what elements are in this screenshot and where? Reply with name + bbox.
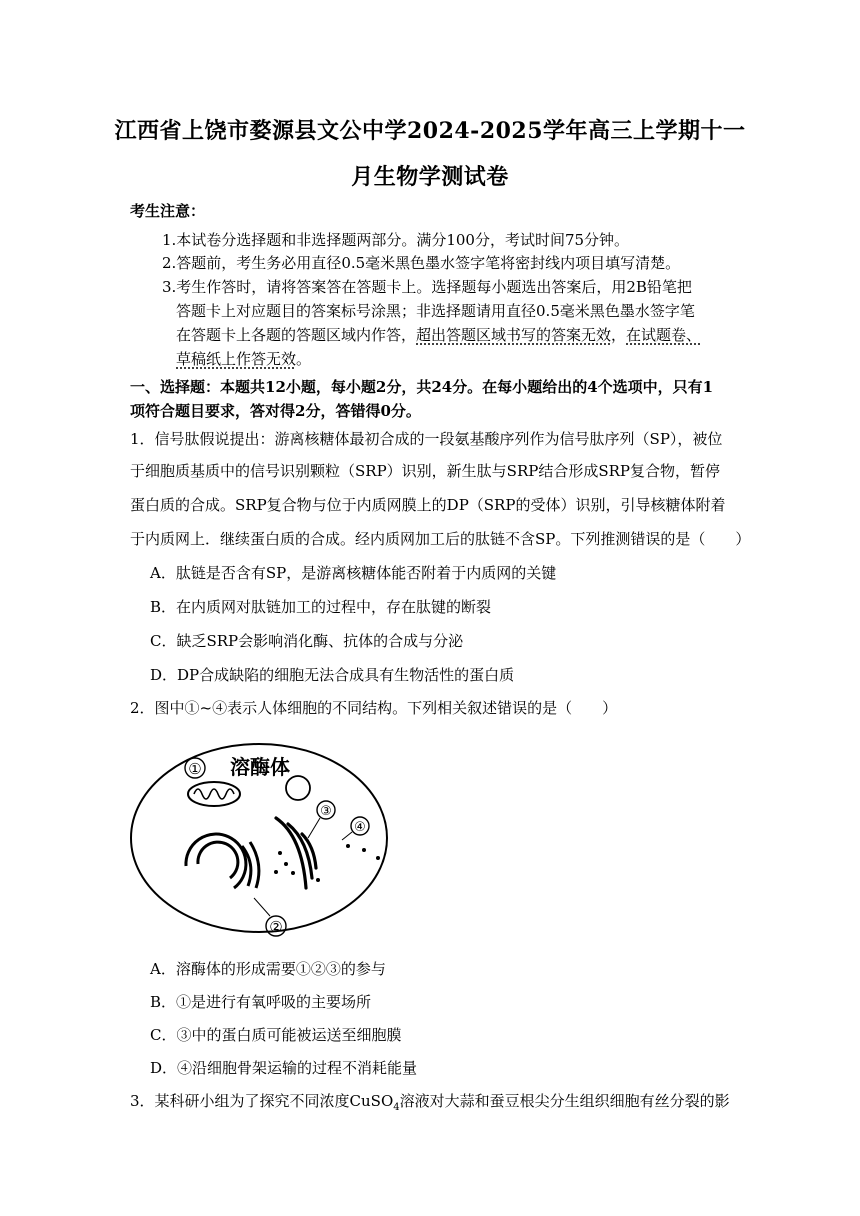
q1-stem-line1: 1．信号肽假说提出：游离核糖体最初合成的一段氨基酸序列作为信号肽序列（SP），被位 (130, 430, 723, 448)
notice-item-3-line2: 答题卡上对应题目的答案标号涂黑；非选择题请用直径0.5毫米黑色墨水签字笔 (176, 302, 695, 320)
q3-stem-text-a: 3．某科研小组为了探究不同浓度CuSO (130, 1092, 394, 1110)
q2-option-a: A．溶酶体的形成需要①②③的参与 (150, 960, 386, 978)
notice-emphasis-draft-paper: 草稿纸上作答无效 (176, 350, 297, 368)
q1-option-a: A．肽链是否含有SP，是游离核糖体能否附着于内质网的关键 (150, 564, 557, 582)
notice-item-3-line4 (176, 348, 311, 369)
marker-2: ② (269, 918, 283, 936)
notice-emphasis-invalid-answer: 超出答题区域书写的答案无效 (416, 326, 612, 344)
pointer-4 (342, 832, 352, 840)
q2-option-c: C．③中的蛋白质可能被运送至细胞膜 (150, 1026, 402, 1044)
notice-emphasis-test-paper: 在试题卷、 (626, 326, 702, 344)
q1-stem-line2: 于细胞质基质中的信号识别颗粒（SRP）识别，新生肽与SRP结合形成SRP复合物，暂停 (130, 462, 720, 480)
notice-item-3-line1: 3.考生作答时，请将答案答在答题卡上。选择题每小题选出答案后，用2B铅笔把 (162, 278, 692, 296)
section1-line1: 一、选择题：本题共12小题，每小题2分，共24分。在每小题给出的4个选项中，只有1 (130, 378, 714, 396)
notice-item-2: 2.答题前，考生务必用直径0.5毫米黑色墨水签字笔将密封线内项目填写清楚。 (162, 254, 681, 272)
q1-stem-line3: 蛋白质的合成。SRP复合物与位于内质网膜上的DP（SRP的受体）识别，引导核糖体附着 (130, 496, 726, 514)
q1-option-c: C．缺乏SRP会影响消化酶、抗体的合成与分泌 (150, 632, 464, 650)
notice-item-3-comma: ， (611, 326, 627, 344)
q1-option-d: D．DP合成缺陷的细胞无法合成具有生物活性的蛋白质 (150, 666, 515, 684)
q1-stem-line4: 于内质网上．继续蛋白质的合成。经内质网加工后的肽链不含SP。下列推测错误的是（ ） (130, 530, 751, 548)
lysosome (286, 776, 310, 800)
q2-stem: 2．图中①~④表示人体细胞的不同结构。下列相关叙述错误的是（ ） (130, 699, 618, 717)
endoplasmic-reticulum (186, 834, 259, 888)
lysosome-label: 溶酶体 (230, 755, 290, 779)
marker-3: ③ (320, 804, 332, 819)
q1-option-b: B．在内质网对肽链加工的过程中，存在肽键的断裂 (150, 598, 492, 616)
notice-item-3-line3-text: 在答题卡上各题的答题区域内作答， (176, 326, 417, 344)
q2-option-b: B．①是进行有氧呼吸的主要场所 (150, 993, 372, 1011)
pointer-3 (308, 818, 320, 838)
vesicles (274, 844, 380, 882)
q3-subscript: 4 (393, 1102, 400, 1113)
mitochondrion (188, 782, 240, 806)
notice-heading: 考生注意： (130, 202, 206, 220)
notice-item-1: 1.本试卷分选择题和非选择题两部分。满分100分，考试时间75分钟。 (162, 231, 630, 249)
cell-structure-diagram (128, 738, 390, 938)
exam-title-line2: 月生物学测试卷 (351, 164, 509, 190)
q3-stem-line1 (130, 1090, 730, 1113)
notice-item-3-period: 。 (296, 350, 312, 368)
q2-option-d: D．④沿细胞骨架运输的过程不消耗能量 (150, 1059, 418, 1077)
notice-item-3-line3 (176, 324, 701, 345)
pointer-2 (254, 898, 270, 916)
section1-line2: 项符合题目要求，答对得2分，答错得0分。 (130, 402, 421, 420)
exam-title-line1: 江西省上饶市婺源县文公中学2024-2025学年高三上学期十一 (114, 118, 746, 144)
q3-stem-text-b: 溶液对大蒜和蚕豆根尖分生组织细胞有丝分裂的影 (399, 1092, 730, 1110)
marker-1: ① (188, 760, 202, 778)
marker-4: ④ (354, 820, 366, 835)
